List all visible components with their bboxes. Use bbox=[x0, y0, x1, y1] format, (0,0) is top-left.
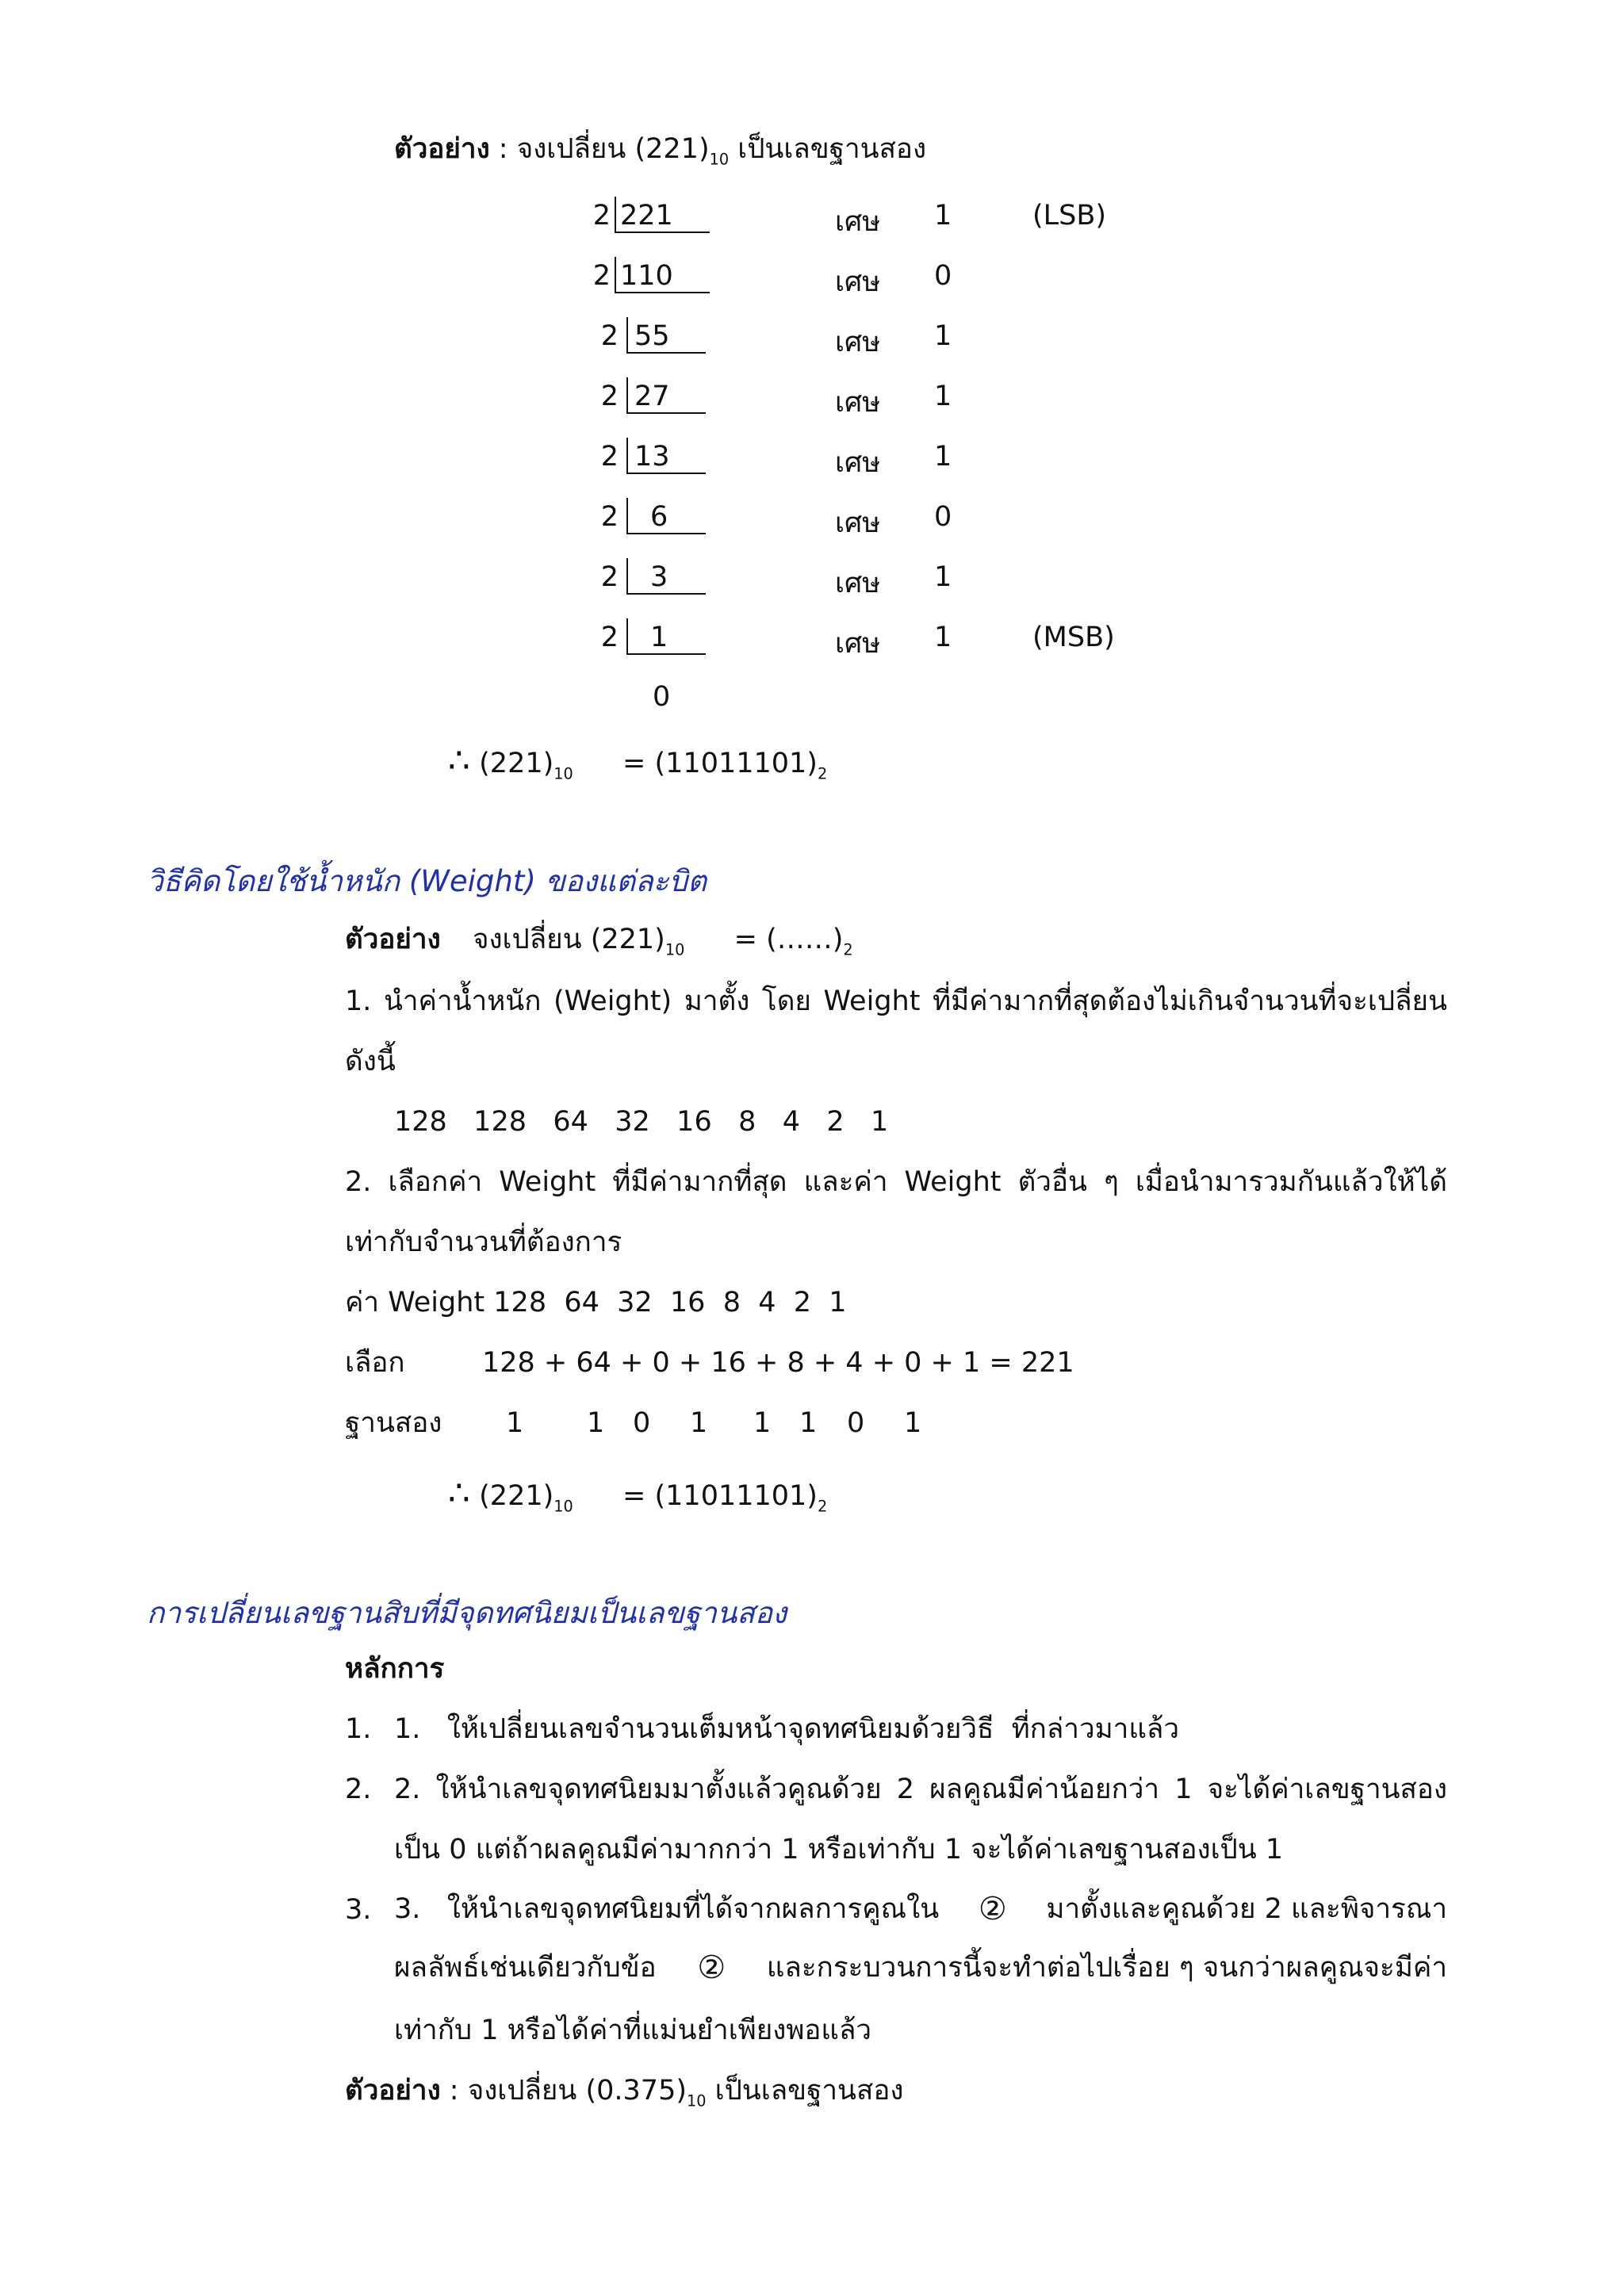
result-left: (221) bbox=[479, 1480, 554, 1512]
division-bracket-horizontal bbox=[626, 352, 706, 354]
result-right: = (11011101) bbox=[622, 1480, 818, 1512]
remainder-label: เศษ bbox=[835, 568, 881, 599]
item3-line3: เท่ากับ 1 หรือได้ค่าที่แม่นยำเพียงพอแล้ว bbox=[394, 2015, 872, 2046]
item3-number: 3. bbox=[345, 1894, 372, 1926]
weight-row-values: 128 64 32 16 8 4 2 1 bbox=[493, 1287, 847, 1318]
divisor: 2 bbox=[600, 561, 619, 593]
decimal-example-title bbox=[345, 2075, 904, 2110]
item2-line2: เป็น 0 แต่ถ้าผลคูณมีค่ามากกว่า 1 หรือเท่ากับ 1 จะได้ค่าเลขฐานสองเป็น 1 bbox=[394, 1834, 1284, 1866]
item1-text: 1. ให้เปลี่ยนเลขจำนวนเต็มหน้าจุดทศนิยมด้วยวิธี ที่กล่าวมาแล้ว bbox=[394, 1713, 1179, 1745]
binary-digit: 1 bbox=[506, 1407, 524, 1439]
dividend: 110 bbox=[620, 260, 673, 292]
base-subscript: 10 bbox=[665, 940, 685, 959]
binary-digit: 0 bbox=[847, 1407, 865, 1439]
result-right-base: 2 bbox=[817, 764, 828, 783]
dividend: 3 bbox=[650, 561, 668, 593]
binary-digit: 1 bbox=[799, 1407, 818, 1439]
result-left: (221) bbox=[479, 748, 554, 779]
example-text-after: เป็นเลขฐานสอง bbox=[729, 133, 927, 165]
division-row bbox=[579, 195, 1372, 238]
step1-line1: 1. นำค่าน้ำหนัก (Weight) มาตั้ง โดย Weight ที่มีค่ามากที่สุดต้องไม่เกินจำนวนที่จะเปลี่ยน bbox=[345, 985, 1447, 1017]
weights-line: 128 128 64 32 16 8 4 2 1 bbox=[394, 1106, 889, 1138]
division-bracket-horizontal bbox=[626, 653, 706, 655]
bit-note: (LSB) bbox=[1032, 200, 1107, 232]
step2-line1: 2. เลือกค่า Weight ที่มีค่ามากที่สุด และค่า Weight ตัวอื่น ๆ เมื่อนำมารวมกันแล้วให้ได้ bbox=[345, 1166, 1447, 1198]
bit-note: (MSB) bbox=[1032, 622, 1115, 653]
remainder-label: เศษ bbox=[835, 206, 881, 238]
final-quotient: 0 bbox=[653, 681, 671, 713]
weight-example-title bbox=[345, 924, 853, 959]
item3-line1-a: 3. ให้นำเลขจุดทศนิยมที่ได้จากผลการคูณใน bbox=[394, 1892, 940, 1925]
division-row bbox=[587, 316, 1380, 358]
item3-line2 bbox=[394, 1952, 1447, 1984]
example-text: : จงเปลี่ยน (221) bbox=[489, 133, 710, 165]
example-text-after: เป็นเลขฐานสอง bbox=[706, 2075, 904, 2107]
binary-digit: 1 bbox=[904, 1407, 922, 1439]
remainder-value: 1 bbox=[934, 441, 952, 473]
divisor: 2 bbox=[600, 441, 619, 473]
circled-two-icon: ② bbox=[978, 1891, 1007, 1927]
therefore-symbol: ∴ bbox=[448, 1473, 470, 1513]
result-line-1 bbox=[448, 740, 828, 783]
remainder-value: 1 bbox=[934, 622, 952, 653]
division-bracket-vertical bbox=[626, 618, 628, 653]
divisor: 2 bbox=[592, 200, 611, 232]
example1-title bbox=[394, 133, 927, 169]
remainder-value: 1 bbox=[934, 320, 952, 352]
divisor: 2 bbox=[600, 622, 619, 653]
remainder-label: เศษ bbox=[835, 507, 881, 539]
division-bracket-horizontal bbox=[626, 533, 706, 534]
remainder-label: เศษ bbox=[835, 447, 881, 479]
division-row bbox=[587, 617, 1380, 660]
division-bracket-vertical bbox=[626, 438, 628, 473]
remainder-value: 0 bbox=[934, 501, 952, 533]
remainder-label: เศษ bbox=[835, 327, 881, 358]
result-right: = (11011101) bbox=[622, 748, 818, 779]
step2-line2: เท่ากับจำนวนที่ต้องการ bbox=[345, 1226, 622, 1258]
circled-two-icon: ② bbox=[697, 1950, 726, 1986]
binary-digit: 1 bbox=[690, 1407, 708, 1439]
division-row bbox=[587, 496, 1380, 539]
division-row bbox=[587, 376, 1380, 419]
item3-line1-b: มาตั้งและคูณด้วย 2 และพิจารณา bbox=[1046, 1892, 1447, 1925]
dividend: 27 bbox=[634, 381, 670, 412]
base-subscript: 10 bbox=[709, 150, 730, 169]
binary-digit: 1 bbox=[753, 1407, 772, 1439]
remainder-value: 1 bbox=[934, 561, 952, 593]
item3-line2-b: และกระบวนการนี้จะทำต่อไปเรื่อย ๆ จนกว่าผลคูณจะมีค่า bbox=[766, 1951, 1447, 1984]
division-bracket-vertical bbox=[615, 257, 616, 292]
dividend: 55 bbox=[634, 320, 670, 352]
result-right-base: 2 bbox=[817, 1497, 828, 1516]
dividend: 13 bbox=[634, 441, 670, 473]
division-bracket-vertical bbox=[626, 377, 628, 412]
principle-label: หลักการ bbox=[345, 1653, 445, 1685]
division-bracket-vertical bbox=[615, 197, 616, 232]
example-text: : จงเปลี่ยน (0.375) bbox=[440, 2075, 687, 2107]
remainder-value: 1 bbox=[934, 381, 952, 412]
item1-number: 1. bbox=[345, 1713, 372, 1745]
result-left-base: 10 bbox=[553, 1497, 573, 1516]
division-bracket-horizontal bbox=[626, 412, 706, 414]
step1-line2: ดังนี้ bbox=[345, 1046, 396, 1077]
divisor: 2 bbox=[600, 320, 619, 352]
example-label: ตัวอย่าง bbox=[345, 2075, 441, 2107]
division-row bbox=[587, 436, 1380, 479]
item3-line1 bbox=[394, 1893, 1447, 1925]
weight-row bbox=[345, 1289, 847, 1317]
division-bracket-horizontal bbox=[626, 473, 706, 474]
binary-digit: 1 bbox=[587, 1407, 605, 1439]
dividend: 1 bbox=[650, 622, 668, 653]
example-eq: = (……) bbox=[733, 924, 844, 955]
division-bracket-vertical bbox=[626, 498, 628, 533]
example-label: ตัวอย่าง bbox=[345, 924, 441, 955]
remainder-value: 0 bbox=[934, 260, 952, 292]
division-bracket-vertical bbox=[626, 558, 628, 593]
division-bracket-horizontal bbox=[615, 232, 710, 233]
base-subscript: 10 bbox=[687, 2091, 707, 2110]
example-label: ตัวอย่าง bbox=[394, 133, 490, 165]
result-line-2 bbox=[448, 1473, 828, 1516]
select-values: 128 + 64 + 0 + 16 + 8 + 4 + 0 + 1 = 221 bbox=[482, 1347, 1074, 1379]
division-bracket-horizontal bbox=[615, 292, 710, 293]
result-left-base: 10 bbox=[553, 764, 573, 783]
division-bracket-horizontal bbox=[626, 593, 706, 595]
item2-line1: 2. ให้นำเลขจุดทศนิยมมาตั้งแล้วคูณด้วย 2 ผลคูณมีค่าน้อยกว่า 1 จะได้ค่าเลขฐานสอง bbox=[394, 1774, 1447, 1805]
dividend: 6 bbox=[650, 501, 668, 533]
item2-number: 2. bbox=[345, 1774, 372, 1805]
divisor: 2 bbox=[600, 381, 619, 412]
remainder-value: 1 bbox=[934, 200, 952, 232]
divisor: 2 bbox=[600, 501, 619, 533]
item3-line2-a: ผลลัพธ์เช่นเดียวกับข้อ bbox=[394, 1951, 657, 1984]
example-text: จงเปลี่ยน (221) bbox=[472, 924, 665, 955]
base-subscript: 2 bbox=[843, 940, 853, 959]
section-heading-decimal: การเปลี่ยนเลขฐานสิบที่มีจุดทศนิยมเป็นเลขฐานสอง bbox=[147, 1596, 787, 1630]
remainder-label: เศษ bbox=[835, 387, 881, 419]
binary-digit: 0 bbox=[633, 1407, 651, 1439]
division-row bbox=[579, 255, 1372, 298]
weight-row-label: ค่า Weight bbox=[345, 1287, 485, 1318]
section-heading-weight: วิธีคิดโดยใช้น้ำหนัก (Weight) ของแต่ละบิต bbox=[147, 864, 707, 898]
remainder-label: เศษ bbox=[835, 628, 881, 660]
dividend: 221 bbox=[620, 200, 673, 232]
division-bracket-vertical bbox=[626, 317, 628, 352]
select-label: เลือก bbox=[345, 1347, 405, 1379]
remainder-label: เศษ bbox=[835, 266, 881, 298]
binary-label: ฐานสอง bbox=[345, 1407, 442, 1439]
divisor: 2 bbox=[592, 260, 611, 292]
division-row bbox=[587, 557, 1380, 599]
therefore-symbol: ∴ bbox=[448, 740, 470, 781]
